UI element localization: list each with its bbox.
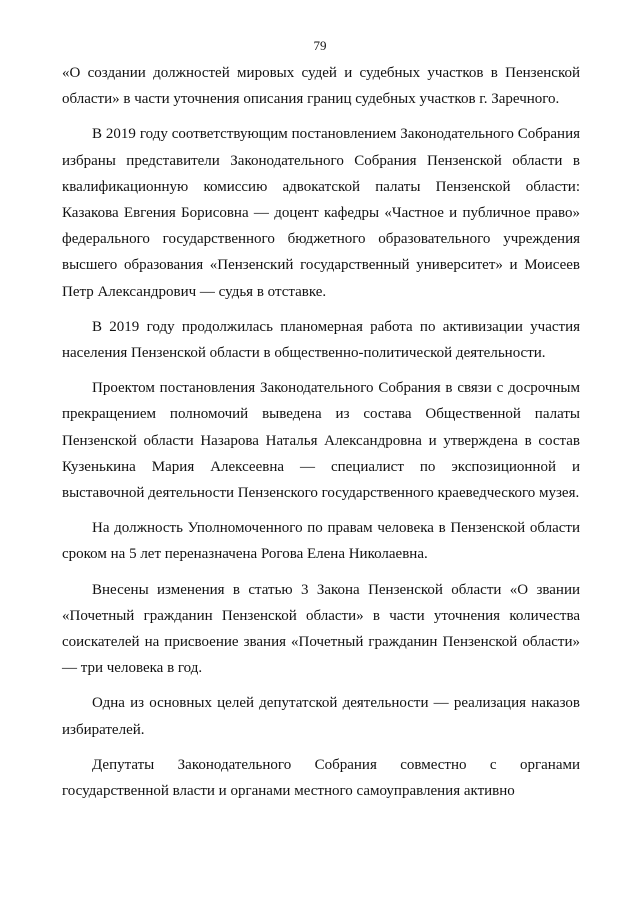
paragraph-voter-mandates: Одна из основных целей депутатской деятельности — реализация наказов избирателей.	[62, 695, 580, 738]
paragraph-public-participation: В 2019 году продолжилась планомерная работа по активизации участия населения Пензенской области в общественно-политической деятельности.	[62, 318, 580, 362]
document-body	[62, 60, 580, 813]
paragraph-deputies: Депутаты Законодательного Собрания совместно с органами государственной власти и органами местного самоуправления активно	[62, 756, 580, 800]
paragraph-continuation: «О создании должностей мировых судей и судебных участков в Пензенской области» в части уточнения описания границ судебных участков г. Заречного.	[62, 65, 580, 108]
page-number: 79	[313, 38, 327, 53]
paragraph-qualification-commission: В 2019 году соответствующим постановлением Законодательного Собрания избраны представители Законодательного Собрания Пензенской области в квалификационную комиссию адвокатской палаты Пензенской области: Казакова Евгения Борисовна — доцент кафедры «Частное и публичное право» федерального государственного бюджетного образовательного учреждения высшего образования «Пензенский государственный университет» и Моисеев Петр Александрович — судья в отставке.	[62, 126, 580, 300]
paragraph-honorary-citizen: Внесены изменения в статью 3 Закона Пензенской области «О звании «Почетный гражданин Пензенской области» в части уточнения количества соискателей на присвоение звания «Почетный гражданин Пензенской области» — три человека в год.	[62, 581, 580, 677]
paragraph-public-chamber: Проектом постановления Законодательного Собрания в связи с досрочным прекращением полномочий выведена из состава Общественной палаты Пензенской области Назарова Наталья Александровна и утверждена в состав Кузенькина Мария Алексеевна — специалист по экспозиционной и выставочной деятельности Пензенского государственного краеведческого музея.	[62, 380, 580, 502]
paragraph-ombudsman: На должность Уполномоченного по правам человека в Пензенской области сроком на 5 лет переназначена Рогова Елена Николаевна.	[62, 520, 580, 563]
